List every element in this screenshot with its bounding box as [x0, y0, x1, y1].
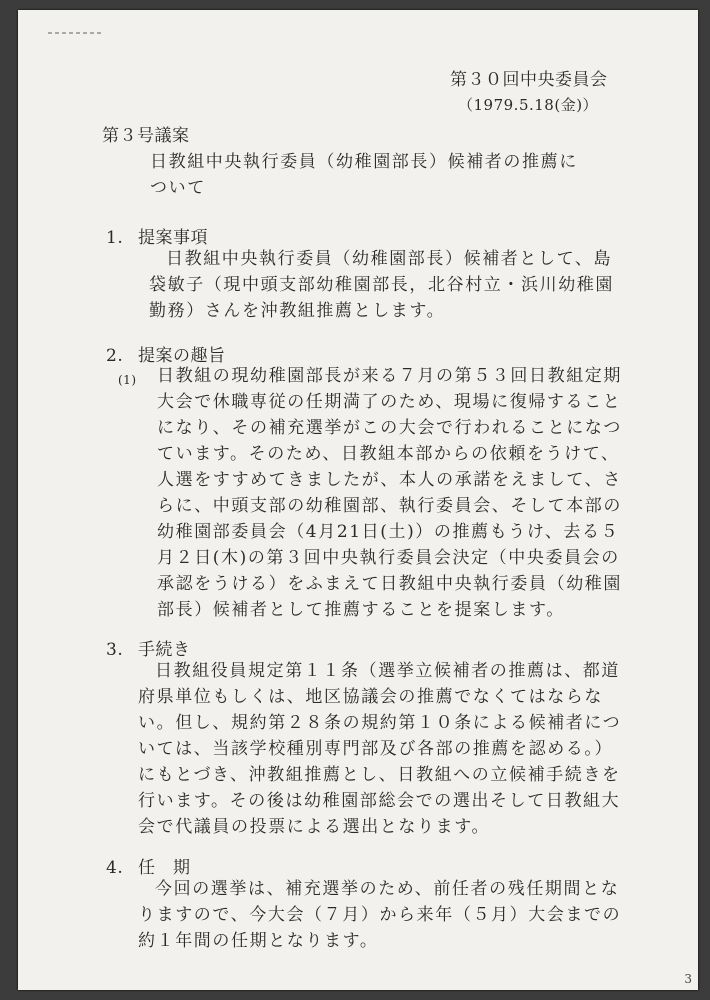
section-body: 日教組中央執行委員（幼稚園部長）候補者として、島袋敏子（現中頭支部幼稚園部長，北谷村立・浜川幼稚園勤務）さんを沖教組推薦とします。: [149, 249, 614, 321]
section-number: 4.: [106, 858, 124, 878]
meeting-title: 第３０回中央委員会: [450, 70, 608, 90]
document-page: [18, 10, 698, 990]
proposal-title-line2: ついて: [150, 178, 206, 198]
subsection-number: (1): [118, 373, 137, 387]
section-number: 1.: [106, 228, 124, 248]
section-heading: 提案の趣旨: [138, 346, 226, 366]
section-heading: 任 期: [138, 858, 191, 878]
section-number: 2.: [106, 346, 124, 366]
section-heading: 手続き: [138, 640, 191, 660]
page-number: 3: [684, 972, 692, 986]
section-heading: 提案事項: [138, 228, 208, 248]
proposal-number: 第３号議案: [102, 126, 190, 146]
stray-mark: [48, 32, 103, 34]
section-number: 3.: [106, 640, 124, 660]
meeting-date: （1979.5.18(金)）: [458, 96, 599, 114]
section-body: 日教組の現幼稚園部長が来る７月の第５３回日教組定期大会で休職専従の任期満了のため、現場に復帰することになり、その補充選挙がこの大会で行われることになつています。そのため、日教組本部からの依頼をうけて、人選をすすめてきましたが、本人の承諾をえまして、さらに、中頭支部の幼稚園部、執行委員会、そして本部の幼稚園部委員会（4月21日(土)）の推薦もうけ、去る５月２日(木)の第３回中央執行委員会決定（中央委員会の承認をうける）をふまえて日教組中央執行委員（幼稚園部長）候補者として推薦することを提案します。: [157, 366, 622, 620]
section-body: 日教組役員規定第１１条（選挙立候補者の推薦は、都道府県単位もしくは、地区協議会の推薦でなくてはならない。但し、規約第２８条の規約第１０条による候補者については、当該学校種別専門部及び各部の推薦を認める。）にもとづき、沖教組推薦とし、日教組への立候補手続きを行います。その後は幼稚園部総会での選出そして日教組大会で代議員の投票による選出となります。: [138, 661, 622, 837]
section-body: 今回の選挙は、補充選挙のため、前任者の残任期間となりますので、今大会（７月）から来年（５月）大会までの約１年間の任期となります。: [138, 879, 622, 951]
proposal-title-line1: 日教組中央執行委員（幼稚園部長）候補者の推薦に: [150, 152, 578, 172]
